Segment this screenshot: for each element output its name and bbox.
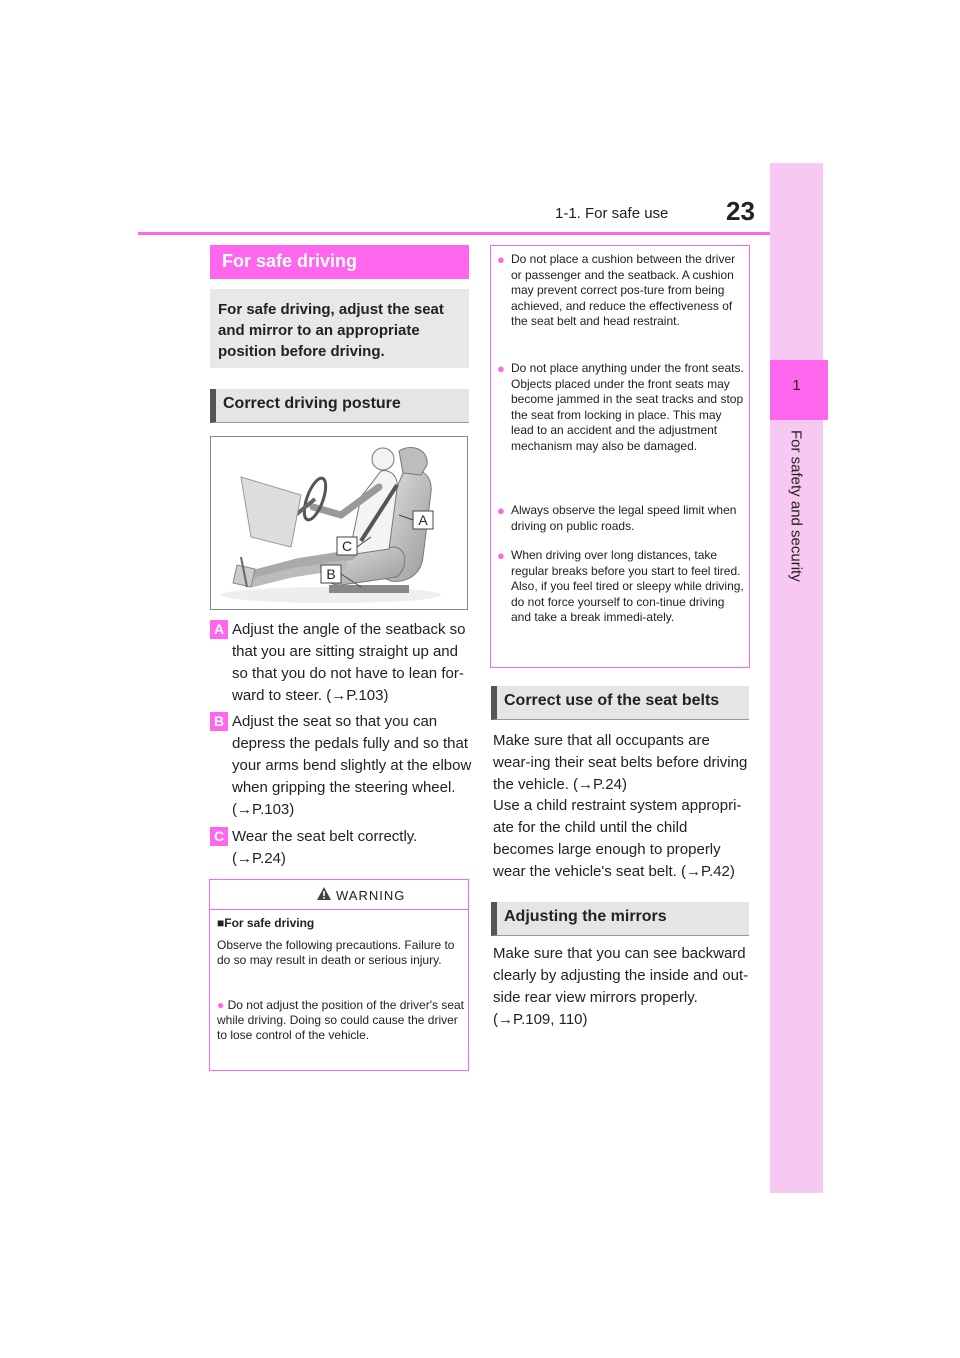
- driving-posture-illustration: [210, 436, 468, 610]
- mirrors-paragraph: Make sure that you can see backward clearly by adjusting the inside and out-side rear view mirrors properly. (→P.109, 110): [493, 945, 749, 1028]
- chapter-title-vertical: [778, 430, 814, 610]
- item-label-c: C: [210, 827, 228, 846]
- intro-box: For safe driving, adjust the seat and mirror to an appropriate position before driving.: [210, 289, 469, 368]
- subheading-mirrors: [491, 902, 749, 936]
- item-label-b: B: [210, 712, 228, 731]
- warning-bullet-1: [497, 252, 747, 330]
- bullet-dot-icon: ●: [497, 503, 505, 518]
- bullet-dot-icon: ●: [497, 361, 505, 376]
- main-heading-band: [210, 245, 469, 279]
- warning-triangle-icon: [316, 886, 332, 901]
- chapter-number: 1: [792, 377, 801, 394]
- bullet-dot-icon: ●: [497, 252, 505, 267]
- warning-header: [210, 880, 468, 910]
- bullet-dot-icon: ●: [217, 998, 225, 1012]
- seatbelts-paragraph-1: Make sure that all occupants are wear-ing their seat belts before driving the vehicle. (→P.24): [493, 732, 748, 793]
- warning-intro: Observe the following precautions. Failure to do so may result in death or serious injury.: [217, 938, 455, 967]
- figure-label-b: B: [326, 566, 336, 582]
- item-text-b: Adjust the seat so that you can depress the pedals fully and so that your arms bend slightly at the elbow when gripping the steering wheel. (→P.103): [232, 713, 472, 818]
- section-title: 1-1. For safe use: [555, 205, 669, 222]
- page-number: 23: [726, 196, 755, 226]
- bullet-text: Do not place a cushion between the driver or passenger and the seatback. A cushion may prevent correct pos-ture from being achieved, and reduce the effectiveness of the seat belt and head restraint.: [511, 252, 736, 328]
- warning-bullet-2: [497, 361, 747, 454]
- warning-title: WARNING: [336, 888, 406, 903]
- figure-label-c: C: [341, 538, 353, 554]
- item-label-a: A: [210, 620, 228, 639]
- warning-subhead: ■For safe driving: [217, 916, 315, 930]
- warning-bullet-4: [497, 548, 747, 626]
- driver-seat-figure: [211, 437, 467, 609]
- warning-bullet-3: [497, 503, 747, 534]
- bullet-text: When driving over long distances, take regular breaks before you start to feel tired. Also, if you feel tired or sleepy while driving, do not force yourself to con-tinue driving and take a break immedi-ately.: [511, 548, 744, 624]
- header-rule: [138, 232, 770, 235]
- main-heading: For safe driving: [222, 251, 358, 271]
- subheading-driving-posture: [210, 389, 469, 423]
- item-text-c: Wear the seat belt correctly. (→P.24): [232, 828, 418, 867]
- subheading-text: Correct use of the seat belts: [504, 692, 720, 709]
- subheading-seat-belts: [491, 686, 749, 720]
- bullet-dot-icon: ●: [497, 548, 505, 563]
- chapter-side-strip: [770, 163, 823, 1193]
- chapter-title: For safety and security: [787, 430, 805, 582]
- seatbelts-paragraph-2: Use a child restraint system appropri-ate for the child until the child becomes large enough to properly wear the vehicle's seat belt. (→P.42): [493, 797, 742, 880]
- warning-continued-box: [490, 245, 750, 668]
- subheading-text: Adjusting the mirrors: [504, 908, 667, 925]
- warning-bullet: [217, 998, 465, 1043]
- figure-label-a: A: [418, 512, 428, 528]
- warning-bullet-text: Do not adjust the position of the driver's seat while driving. Doing so could cause the driver to lose control of the vehicle.: [217, 998, 465, 1042]
- item-text-a: Adjust the angle of the seatback so that you are sitting straight up and so that you do not have to lean for-ward to steer. (→P.103): [232, 621, 466, 704]
- bullet-text: Always observe the legal speed limit when driving on public roads.: [511, 503, 737, 533]
- subheading-text: Correct driving posture: [223, 395, 401, 412]
- warning-box: [209, 879, 469, 1071]
- bullet-text: Do not place anything under the front seats. Objects placed under the front seats may become jammed in the seat tracks and stop the seat from locking in place. This may lead to an accident and the adjustment mechanism may also be damaged.: [511, 361, 744, 453]
